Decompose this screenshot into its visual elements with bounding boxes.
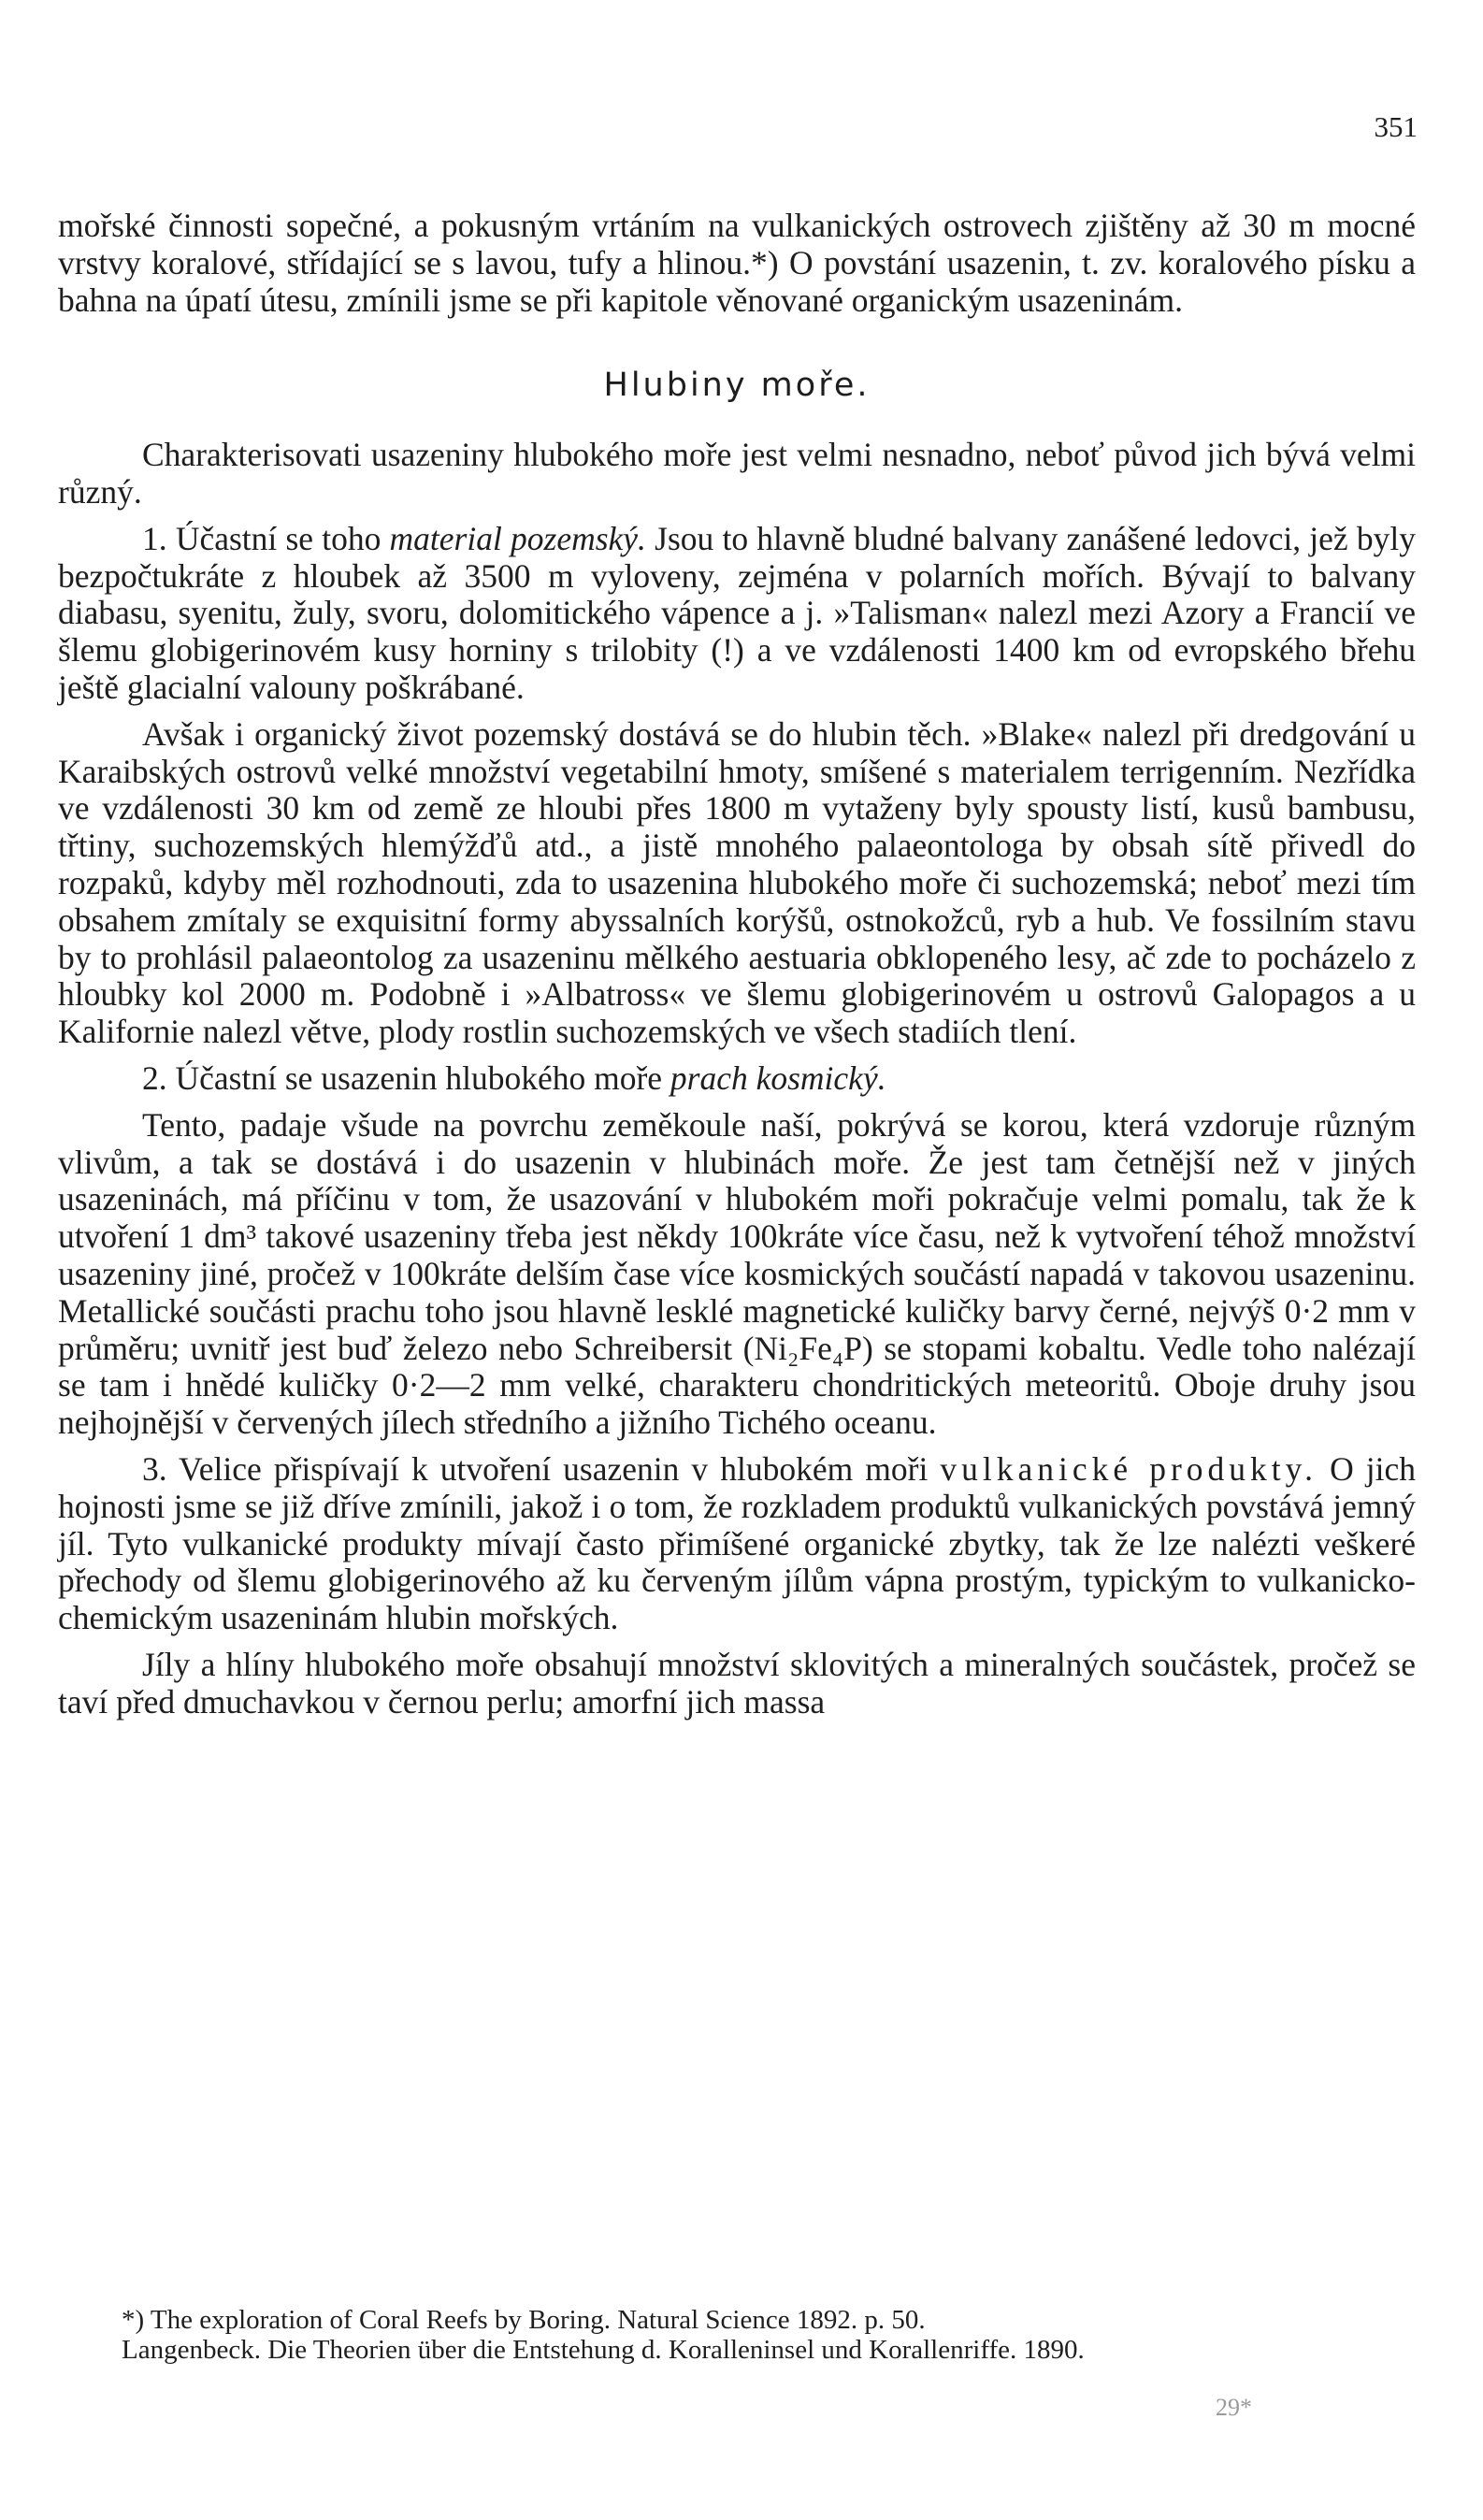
main-text bbox=[58, 208, 1416, 1730]
paragraph-5-term: vulkanické produkty. bbox=[940, 1449, 1317, 1488]
paragraph-1-body: Jsou to hlavně bludné balvany zanášené ledovci, jež byly bezpočtukráte z hloubek až 3500 m vyloveny, zejména v polarních mořích. Bývají to balvany diabasu, syenitu, žuly, svoru, dolomitického vápence a j. »Talisman« nalezl mezi Azory a Francií ve šlemu globigerinovém kusy horniny s trilobity (!) a ve vzdálenosti 1400 km od evropského břehu ještě glacialní valouny poškrábané. bbox=[58, 519, 1416, 706]
page-number: 351 bbox=[1374, 110, 1418, 143]
paragraph-2: Avšak i organický život pozemský dostává se do hlubin těch. »Blake« nalezl při dredgování u Karaibských ostrovů velké množství vegetabilní hmoty, smíšené s materialem terrigenním. Nezřídka ve vzdálenosti 30 km od země ze hloubi přes 1800 m vytaženy byly spousty listí, kusů bambusu, třtiny, suchozemských hlemýžďů atd., a jistě mnohého palaeontologa by obsah sítě přivedl do rozpaků, kdyby měl rozhodnouti, zda to usazenina hlubokého moře či suchozemská; neboť mezi tím obsahem zmítaly se exquisitní formy abyssalních korýšů, ostnokožců, ryb a hub. Ve fossilním stavu by to prohlásil palaeontolog za usazeninu mělkého aestuaria obklopeného lesy, ač zde to pocházelo z hloubky kol 2000 m. Podobně i »Albatross« ve šlemu globigerinovém u ostrovů Galopagos a u Kalifornie nalezl větve, plody rostlin suchozemských ve všech stadiích tlení. bbox=[58, 714, 1416, 1051]
paragraph-3-term: prach kosmický. bbox=[670, 1058, 886, 1097]
paragraph-3-prefix: 2. Účastní se usazenin hlubokého moře bbox=[142, 1058, 670, 1097]
signature-mark: 29* bbox=[1216, 2394, 1252, 2421]
paragraph-3 bbox=[58, 1060, 1416, 1098]
paragraph-1-term: material pozemský. bbox=[389, 519, 646, 557]
section-heading: Hlubiny moře. bbox=[603, 367, 871, 405]
paragraph-5 bbox=[58, 1451, 1416, 1637]
paragraph-1-prefix: 1. Účastní se toho bbox=[142, 519, 390, 557]
footnotes bbox=[58, 2305, 1416, 2365]
paragraph-intro: Charakterisovati usazeniny hlubokého moře jest velmi nesnadno, neboť původ jich bývá velmi různý. bbox=[58, 436, 1416, 511]
paragraph-1 bbox=[58, 521, 1416, 707]
paragraph-5-body: O jich hojnosti jsme se již dříve zmínili, jakož i o tom, že rozkladem produktů vulkanických povstává jemný jíl. Tyto vulkanické produkty mívají často přimíšené organické zbytky, tak že lze nalézti veškeré přechody od šlemu globigerinového až ku červeným jílům vápna prostým, typickým to vulkanicko-chemickým usazeninám hlubin mořských. bbox=[58, 1449, 1417, 1637]
paragraph-4: Tento, padaje všude na povrchu zeměkoule naší, pokrývá se korou, která vzdoruje různým vlivům, a tak se dostává i do usazenin v hlubinách moře. Že jest tam četnější než v jiných usazeninách, má příčinu v tom, že usazování v hlubokém moři pokračuje velmi pomalu, tak že k utvoření 1 dm³ takové usazeniny třeba jest někdy 100kráte více času, než k vytvoření téhož množství usazeniny jiné, pročež v 100kráte delším čase více kosmických součástí napadá v takovou usazeninu. Metallické součásti prachu toho jsou hlavně lesklé magnetické kuličky barvy černé, nejvýš 0·2 mm v průměru; uvnitř jest buď železo nebo Schreibersit (Ni₂Fe₄P) se stopami kobaltu. Vedle toho nalézají se tam i hnědé kuličky 0·2—2 mm velké, charakteru chondritických meteoritů. Oboje druhy jsou nejhojnější v červených jílech středního a jižního Tichého oceanu. bbox=[58, 1105, 1416, 1442]
paragraph-5-prefix: 3. Velice přispívají k utvoření usazenin v hlubokém moři bbox=[142, 1449, 941, 1488]
footnote-2: Langenbeck. Die Theorien über die Entstehung d. Koralleninsel und Korallenriffe. 1890. bbox=[122, 2335, 1085, 2365]
opening-paragraph: mořské činnosti sopečné, a pokusným vrtáním na vulkanických ostrovech zjištěny až 30 m mocné vrstvy koralové, střídající se s lavou, tufy a hlinou.*) O povstání usazenin, t. zv. koralového písku a bahna na úpatí útesu, zmínili jsme se při kapitole věnované organickým usazeninám. bbox=[58, 207, 1416, 319]
footnote-1: *) The exploration of Coral Reefs by Boring. Natural Science 1892. p. 50. bbox=[122, 2305, 926, 2335]
paragraph-6: Jíly a hlíny hlubokého moře obsahují množství sklovitých a mineralných součástek, pročež se taví před dmuchavkou v černou perlu; amorfní jich massa bbox=[58, 1645, 1416, 1721]
